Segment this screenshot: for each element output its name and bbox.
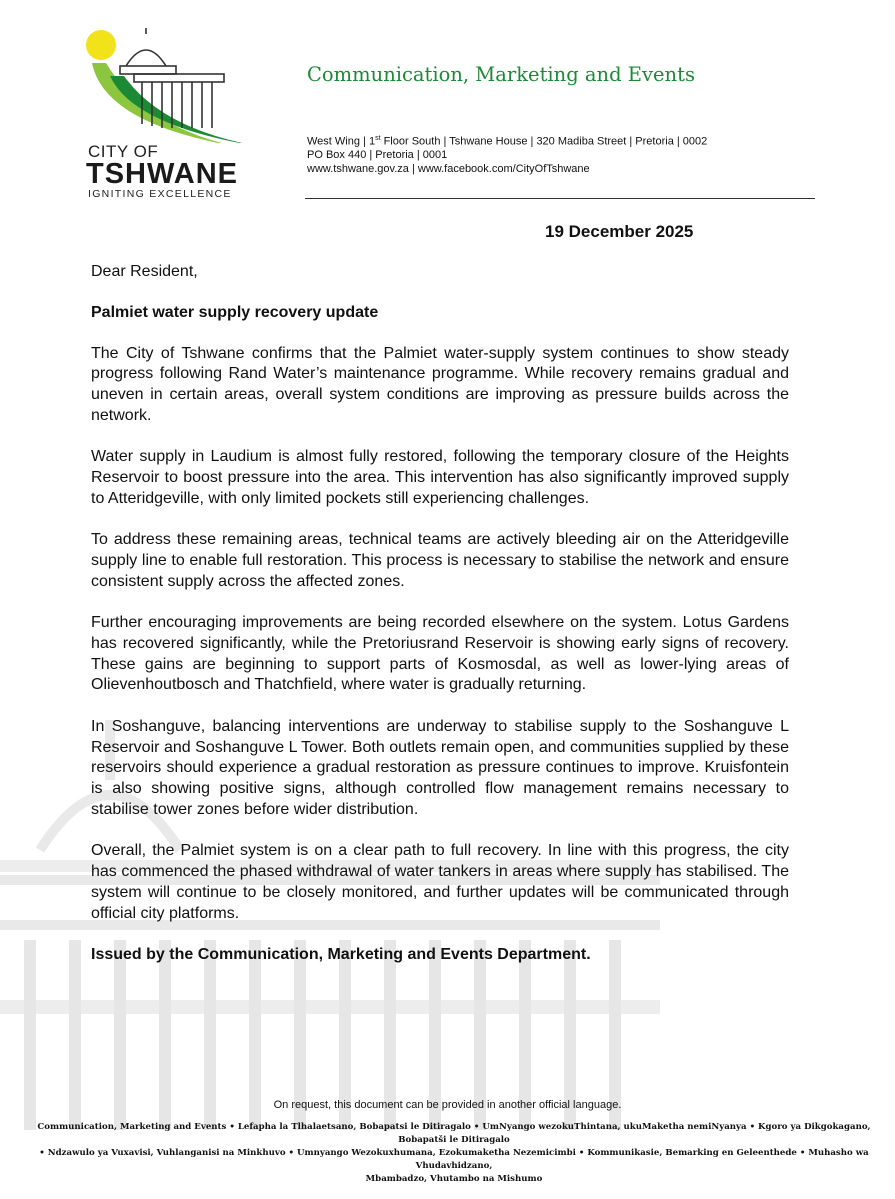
- languages-line: Mbambadzo, Vhutambo na Mishumo: [365, 1174, 543, 1184]
- language-note: On request, this document can be provided in another official language.: [273, 1099, 622, 1111]
- header-divider: [305, 198, 815, 199]
- address-line-3-links[interactable]: www.tshwane.gov.za | www.facebook.com/CityOfTshwane: [307, 162, 590, 175]
- address-block: [307, 132, 707, 176]
- languages-line: Communication, Marketing and Events • Lefapha la Tlhalaetsano, Bobapatsi le Ditiragalo • UmNyango wezokuThintana, ukuMaketha nemiNyanya • Kgoro ya Dikgokagano, Bobapatši le Ditiragalo: [37, 1122, 871, 1145]
- paragraph: The City of Tshwane confirms that the Palmiet water-supply system continues to show steady progress following Rand Water’s maintenance programme. While recovery remains gradual and uneven in certain areas, overall system conditions are improving as pressure builds across the network.: [91, 344, 789, 424]
- address-line-2: PO Box 440 | Pretoria | 0001: [307, 149, 448, 162]
- subject-heading: Palmiet water supply recovery update: [91, 303, 379, 321]
- letter-body: [91, 262, 789, 966]
- paragraph: To address these remaining areas, technical teams are actively bleeding air on the Atteridgeville supply line to enable full restoration. This process is necessary to stabilise the network and ensure consistent supply across the affected zones.: [91, 531, 789, 590]
- address-line-1-end: Floor South | Tshwane House | 320 Madiba Street | Pretoria | 0002: [380, 135, 708, 148]
- department-title: Communication, Marketing and Events: [307, 63, 695, 86]
- multilingual-department-names: [16, 1121, 892, 1186]
- address-line-1: [307, 132, 707, 149]
- languages-line: • Ndzawulo ya Vuxavisi, Vuhlanganisi na Minkhuvo • Umnyango Wezokuxhumana, Ezokumaketha Nezemicimbi • Kommunikasie, Bemarking en Geleenthede • Muhasho wa Vhudavhidzano,: [39, 1148, 869, 1171]
- logo-tshwane: TSHWANE: [86, 158, 238, 190]
- issued-by: Issued by the Communication, Marketing and Events Department.: [91, 945, 591, 963]
- city-hall-emblem-icon: [84, 28, 274, 143]
- logo-tagline: IGNITING EXCELLENCE: [88, 188, 232, 200]
- paragraph: Further encouraging improvements are being recorded elsewhere on the system. Lotus Gardens has recovered significantly, while the Pretoriusrand Reservoir is showing early signs of recovery. These gains are beginning to support parts of Kosmosdal, as well as lower-lying areas of Olievenhoutbosch and Thatchfield, where water is gradually returning.: [91, 614, 789, 694]
- city-of-tshwane-logo: [84, 28, 274, 203]
- address-line-1-superscript: st: [375, 135, 381, 142]
- paragraph: In Soshanguve, balancing interventions are underway to stabilise supply to the Soshanguve L Reservoir and Soshanguve L Tower. Both outlets remain open, and communities supplied by these reservoirs should experience a gradual restoration as pressure continues to improve. Kruisfontein is also showing positive signs, although controlled flow management remains necessary to stabilise tower zones before wider distribution.: [91, 717, 789, 818]
- paragraph: Water supply in Laudium is almost fully restored, following the temporary closure of the Heights Reservoir to boost pressure into the area. This intervention has also significantly improved supply to Atteridgeville, with only limited pockets still experiencing challenges.: [91, 448, 789, 507]
- paragraph: Overall, the Palmiet system is on a clear path to full recovery. In line with this progress, the city has commenced the phased withdrawal of water tankers in areas where supply has stabilised. The system will continue to be closely monitored, and further updates will be communicated through official city platforms.: [91, 842, 789, 922]
- letter-date: 19 December 2025: [545, 222, 694, 241]
- address-line-1-start: West Wing | 1: [307, 135, 376, 148]
- logo-city-of: CITY OF: [88, 142, 159, 161]
- salutation: Dear Resident,: [91, 263, 198, 280]
